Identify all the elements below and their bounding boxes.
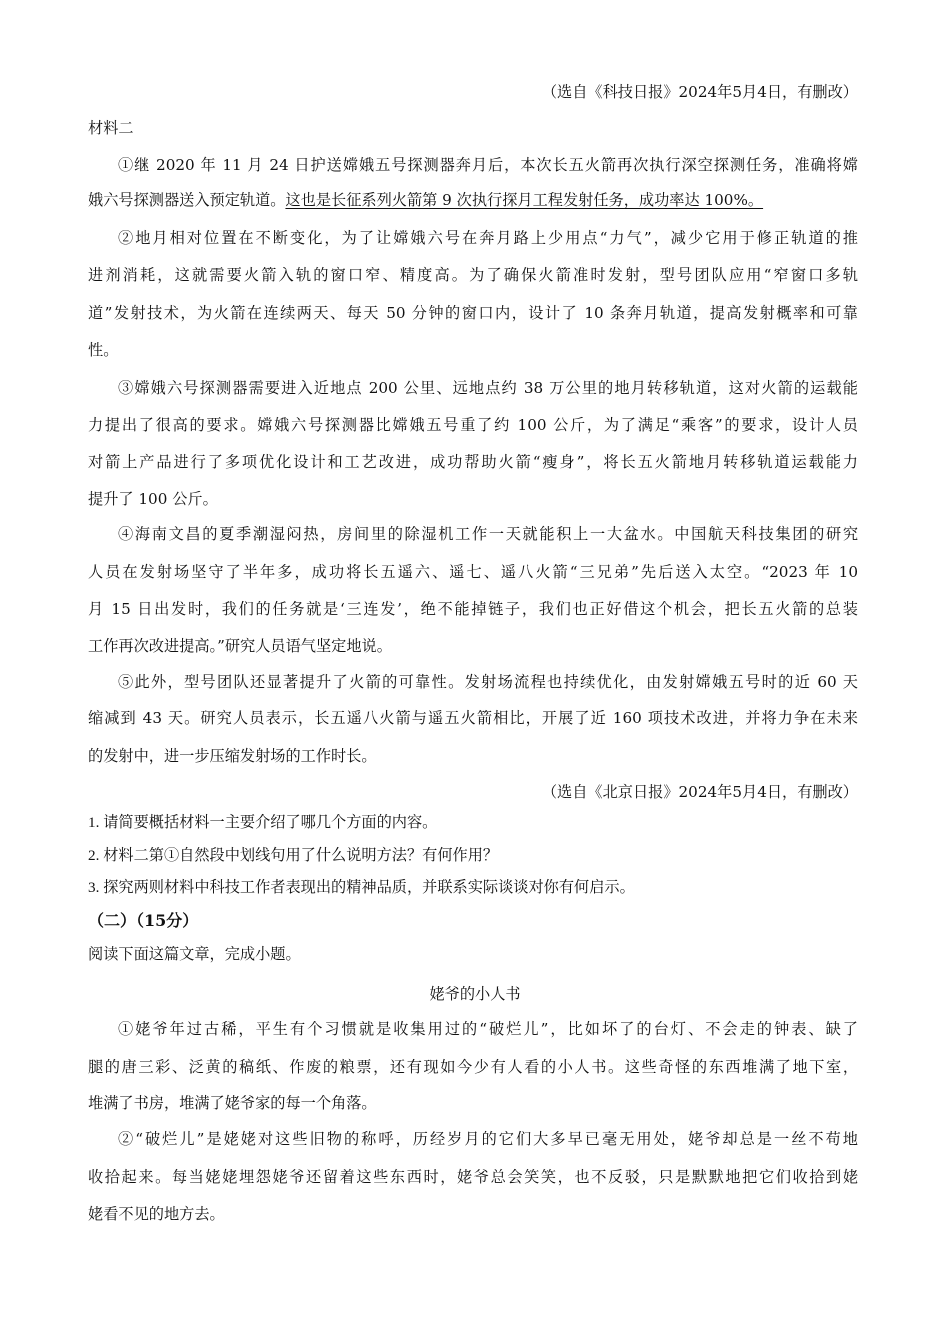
m2-paragraph-1-line-2 <box>88 190 858 210</box>
m2-paragraph-2-line-3: 道”发射技术，为火箭在连续两天、每天 50 分钟的窗口内，设计了 10 条奔月轨道，提高发射概率和可靠 <box>88 304 858 322</box>
m2-paragraph-4-line-3: 月 15 日出发时，我们的任务就是‘三连发’，绝不能掉链子，我们也正好借这个机会，把长五火箭的总装 <box>88 600 858 618</box>
source-citation-2: （选自《北京日报》2024年5月4日，有删改） <box>541 783 858 801</box>
story-title: 姥爷的小人书 <box>429 985 521 1003</box>
story-paragraph-1-line-3: 堆满了书房，堆满了姥爷家的每一个角落。 <box>88 1094 377 1112</box>
story-paragraph-1-line-2: 腿的唐三彩、泛黄的稿纸、作废的粮票，还有现如今少有人看的小人书。这些奇怪的东西堆满了地下室， <box>88 1058 858 1076</box>
section-2-heading: （二）（15分） <box>88 911 199 930</box>
m2-paragraph-2-line-1: ②地月相对位置在不断变化，为了让嫦娥六号在奔月路上少用点“力气”，减少它用于修正轨道的推 <box>118 229 858 247</box>
m2-paragraph-5-line-3: 的发射中，进一步压缩发射场的工作时长。 <box>88 747 377 765</box>
m2-paragraph-3-line-3: 对箭上产品进行了多项优化设计和工艺改进，成功帮助火箭“瘦身”，将长五火箭地月转移轨道运载能力 <box>88 453 858 471</box>
m2-paragraph-4-line-1: ④海南文昌的夏季潮湿闷热，房间里的除湿机工作一天就能积上一大盆水。中国航天科技集团的研究 <box>118 525 858 543</box>
m2-paragraph-4-line-4: 工作再次改进提高。”研究人员语气坚定地说。 <box>88 637 392 655</box>
m2-paragraph-1-text: 娥六号探测器送入预定轨道。 <box>88 191 286 209</box>
m2-paragraph-3-line-4: 提升了 100 公斤。 <box>88 490 218 508</box>
story-paragraph-1-line-1: ①姥爷年过古稀，平生有个习惯就是收集用过的“破烂儿”，比如坏了的台灯、不会走的钟表、缺了 <box>118 1020 858 1038</box>
story-paragraph-2-line-3: 姥看不见的地方去。 <box>88 1205 225 1223</box>
m2-paragraph-2-line-4: 性。 <box>88 341 119 359</box>
m2-paragraph-4-line-2: 人员在发射场坚守了半年多，成功将长五遥六、遥七、遥八火箭“三兄弟”先后送入太空。“2023 年 10 <box>88 563 858 581</box>
question-2: 2. 材料二第①自然段中划线句用了什么说明方法？有何作用？ <box>88 847 499 864</box>
m2-paragraph-2-line-2: 进剂消耗，这就需要火箭入轨的窗口窄、精度高。为了确保火箭准时发射，型号团队应用“窄窗口多轨 <box>88 266 858 284</box>
m2-paragraph-5-line-2: 缩减到 43 天。研究人员表示，长五遥八火箭与遥五火箭相比，开展了近 160 项技术改进，并将力争在未来 <box>88 709 858 727</box>
material-2-label: 材料二 <box>88 119 134 137</box>
m2-paragraph-3-line-2: 力提出了很高的要求。嫦娥六号探测器比嫦娥五号重了约 100 公斤，为了满足“乘客”的要求，设计人员 <box>88 416 858 434</box>
question-1: 1. 请简要概括材料一主要介绍了哪几个方面的内容。 <box>88 814 438 831</box>
story-paragraph-2-line-1: ②“破烂儿”是姥姥对这些旧物的称呼，历经岁月的它们大多早已毫无用处，姥爷却总是一丝不苟地 <box>118 1130 858 1148</box>
story-paragraph-2-line-2: 收拾起来。每当姥姥埋怨姥爷还留着这些东西时，姥爷总会笑笑，也不反驳，只是默默地把它们收拾到姥 <box>88 1168 858 1186</box>
m2-paragraph-3-line-1: ③嫦娥六号探测器需要进入近地点 200 公里、远地点约 38 万公里的地月转移轨道，这对火箭的运载能 <box>118 379 858 397</box>
source-citation-1: （选自《科技日报》2024年5月4日，有删改） <box>541 83 858 101</box>
m2-paragraph-5-line-1: ⑤此外，型号团队还显著提升了火箭的可靠性。发射场流程也持续优化，由发射嫦娥五号时的近 60 天 <box>118 673 858 691</box>
reading-instruction: 阅读下面这篇文章，完成小题。 <box>88 946 301 963</box>
m2-paragraph-1-line-1: ①继 2020 年 11 月 24 日护送嫦娥五号探测器奔月后，本次长五火箭再次执行深空探测任务，准确将嫦 <box>118 156 858 174</box>
question-3: 3. 探究两则材料中科技工作者表现出的精神品质，并联系实际谈谈对你有何启示。 <box>88 879 635 896</box>
underlined-sentence: 这也是长征系列火箭第 9 次执行探月工程发射任务，成功率达 100%。 <box>285 191 764 209</box>
